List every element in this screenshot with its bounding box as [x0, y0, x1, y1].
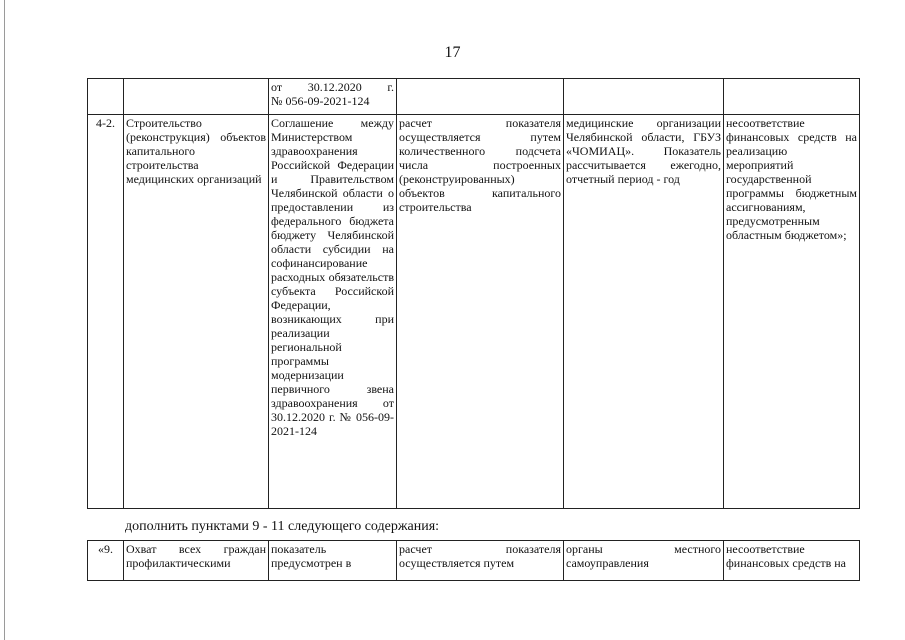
cell-risk: несоответствие финансовых средств на [724, 541, 860, 581]
cell-basis: показатель предусмотрен в [269, 541, 397, 581]
indicator-table-continued [87, 540, 860, 581]
cell-number: 4-2. [88, 115, 124, 509]
cell-number: «9. [88, 541, 124, 581]
cell-method: расчет показателя осуществляется путем количественного подсчета числа построенных (реконструированных) объектов капитального строительства [397, 115, 564, 509]
cell-method: расчет показателя осуществляется путем [397, 541, 564, 581]
cell-number [88, 79, 124, 115]
basis-number-line: № 056-09-2021-124 [271, 94, 370, 108]
page-number: 17 [444, 44, 461, 61]
cell-responsible: органы местного самоуправления [564, 541, 724, 581]
table-row-4-2 [88, 115, 860, 509]
cell-name [124, 79, 269, 115]
cell-basis [269, 79, 397, 115]
cell-responsible [564, 79, 724, 115]
indicator-table [87, 78, 860, 509]
table-row-9 [88, 541, 860, 581]
page-edge-line [4, 0, 5, 640]
cell-name: Охват всех граждан профилактическими [124, 541, 269, 581]
cell-risk [724, 79, 860, 115]
cell-responsible: медицинские организации Челябинской области, ГБУЗ «ЧОМИАЦ». Показатель рассчитывается ежегодно, отчетный период - год [564, 115, 724, 509]
amendment-paragraph: дополнить пунктами 9 - 11 следующего содержания: [125, 519, 440, 534]
basis-date-line: от 30.12.2020 г. [271, 80, 394, 94]
cell-name: Строительство (реконструкция) объектов капитального строительства медицинских организаций [124, 115, 269, 509]
table-row-continuation [88, 79, 860, 115]
cell-basis: Соглашение между Министерством здравоохранения Российской Федерации и Правительством Челябинской области о предоставлении из федерального бюджета бюджету Челябинской области субсидии на софинансирование расходных обязательств субъекта Российской Федерации, возникающих при реализации региональной программы модернизации первичного звена здравоохранения от 30.12.2020 г. № 056-09-2021-124 [269, 115, 397, 509]
cell-risk: несоответствие финансовых средств на реализацию мероприятий государственной программы бюджетным ассигнованиям, предусмотренным областным бюджетом»; [724, 115, 860, 509]
cell-method [397, 79, 564, 115]
